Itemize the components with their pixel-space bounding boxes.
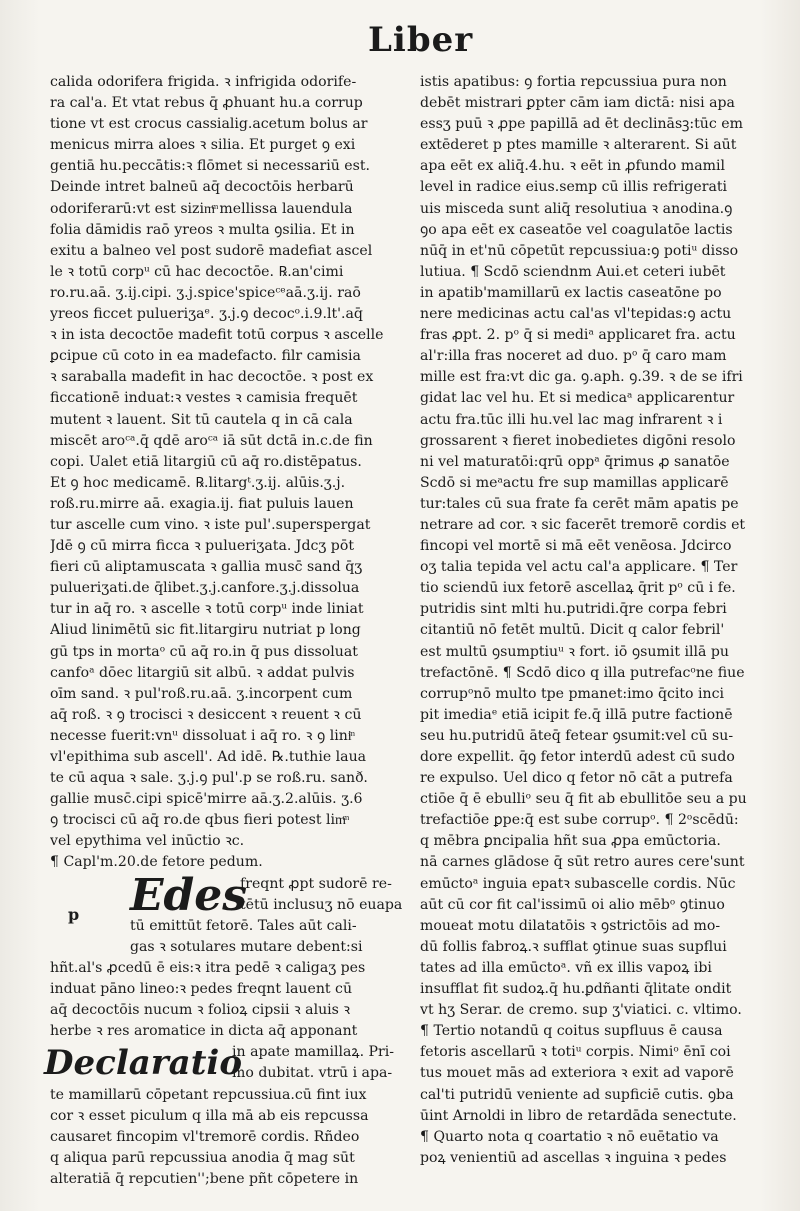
right-line: moueat motu dilatatōis ꝛ ꝯstrictōis ad mo- [420, 917, 721, 934]
left-line: tione vt est crocus cassialig.acetum bolus ar [50, 116, 368, 133]
right-line: pit imediaᵉ etiā icipit fe.q̄ illā putre factionē [420, 706, 733, 723]
left-line: Et ꝯ hoc medicamē. ℞.litargᵗ.ʒ.ij. alūis.ʒ.j. [50, 474, 346, 491]
pedes-line: gas ꝛ sotulares mutare debent:si [130, 938, 363, 955]
drop-cap-edes: Edes [130, 869, 248, 921]
right-line: corrupᵒnō multo tpe pmanet:imo q̄cito inci [420, 685, 724, 702]
left-line: menicus mirra aloes ꝛ silia. Et purget ꝯ exi [50, 137, 356, 154]
left-line: pulueriʒati.de q̄libet.ʒ.j.canfore.ʒ.j.dissolua [50, 580, 360, 597]
right-line: grossarent ꝛ fieret inobedietes digōni resolo [420, 432, 736, 449]
right-line: ¶ Tertio notandū q coitus supfluus ē causa [420, 1023, 723, 1040]
left-line: exitu a balneo vel post sudorē madefiat ascel [50, 242, 373, 259]
left-line: Aliud linimētū sic fit.litargiru nutriat p long [50, 622, 361, 639]
left-line: ꝛ saraballa madefit in hac decoctōe. ꝛ post ex [50, 369, 374, 386]
left-line: aq̄ decoctōis nucum ꝛ folioꝝ cipsii ꝛ aluis ꝛ [50, 1002, 351, 1019]
right-line: apa eēt ex aliq̄.4.hu. ꝛ eēt in ꝓfundo mamil [420, 158, 725, 175]
left-line: ꝑcipue cū coto in ea madefacto. filr camisia [50, 348, 361, 365]
left-line: calida odorifera frigida. ꝛ infrigida odorife- [50, 74, 357, 90]
right-line: istis apatibus: ꝯ fortia repcussiua pura non [420, 74, 727, 90]
left-line: ꝛ in ista decoctōe madefit totū corpus ꝛ ascelle [50, 327, 384, 344]
right-line: est multū ꝯsumptiuᵘ ꝛ fort. iō ꝯsumit illā pu [420, 643, 730, 660]
right-line: citantiū nō fetēt multū. Dicit q calor febril' [420, 622, 725, 639]
right-line: vt hʒ Serar. de cremo. sup ʒ'viatici. c. vltimo. [420, 1002, 742, 1019]
left-line: gū tps in mortaᵒ cū aq̄ ro.in q̄ pus dissoluat [50, 643, 358, 660]
right-line: ctiōe q̄ ē ebulliᵒ seu q̄ fit ab ebullitōe seu a pu [420, 791, 747, 808]
right-column [420, 72, 765, 1169]
left-line: cor ꝛ esset piculum q illa mā ab eis repcussa [50, 1107, 369, 1124]
right-line: re expulso. Uel dico q fetor nō cāt a putrefa [420, 770, 733, 787]
right-line: tio sciendū iux fetorē ascellaꝝ q̄rit pᵒ cū i fe. [420, 580, 736, 597]
left-line: gentiā hu.peccātis:ꝛ flōmet si necessariū est. [50, 158, 370, 175]
pedes-line: tū emittūt fetorē. Tales aūt cali- [130, 917, 357, 934]
left-line: te cū aqua ꝛ sale. ʒ.j.ꝯ pul'.p se roß.ru. sanð. [50, 770, 368, 787]
left-line: fieri cū aliptamuscata ꝛ gallia musc̄ sand q̄ʒ [50, 559, 363, 576]
right-line: trefactiōe ꝑpe:q̄ est sube corrupᵒ. ¶ 2ᵒscēdū: [420, 812, 739, 829]
left-line: induat pāno lineo:ꝛ pedes freqnt lauent cū [50, 981, 353, 998]
right-line: uis misceda sunt aliq̄ resolutiua ꝛ anodina.ꝯ [420, 200, 733, 217]
right-line: fetoris ascellarū ꝛ totiᵘ corpis. Nimiᵒ ēnī coi [420, 1044, 731, 1061]
right-line: netrare ad cor. ꝛ sic facerēt tremorē cordis et [420, 516, 746, 533]
right-line: fincopi vel mortē si mā eēt venēosa. Jdcirco [420, 538, 732, 555]
left-line: herbe ꝛ res aromatice in dicta aq̄ apponant [50, 1023, 358, 1040]
left-line: gallie musc̄.cipi spicē'mirre aā.ʒ.2.alūis. ʒ.6 [50, 791, 363, 808]
right-line: ni vel maturatōi:qrū oppᵃ q̄rimus ꝓ sanatōe [420, 453, 730, 470]
right-line: tur:tales cū sua frate fa cerēt mām apatis pe [420, 495, 739, 512]
right-line: cal'ti putridū veniente ad supficiē cutis. ꝯba [420, 1086, 734, 1103]
drop-cap-declaratio: Declaratio [44, 1043, 243, 1084]
left-line: causaret fincopim vl'tremorē cordis. Rñdeo [50, 1128, 360, 1145]
right-line: essʒ puū ꝛ ꝓpe papillā ad ēt declināsꝫ:tūc em [420, 116, 743, 133]
right-line: fras ꝓpt. 2. pᵒ q̄ si mediᵃ applicaret fra. actu [420, 327, 736, 344]
left-line: ficcationē induat:ꝛ vestes ꝛ camisia frequēt [50, 390, 358, 407]
right-line: tus mouet mās ad exteriora ꝛ exit ad vaporē [420, 1065, 734, 1082]
left-line: roß.ru.mirre aā. exagia.ij. fiat puluis lauen [50, 495, 354, 512]
right-line: q mēbra ꝑncipalia hñt sua ꝓpa emūctoria. [420, 833, 721, 850]
right-line: seu hu.putridū āteq̄ fetear ꝯsumit:vel cū su- [420, 727, 734, 744]
left-line: hñt.al's ꝓcedū ē eis:ꝛ itra pedē ꝛ caligaʒ pes [50, 959, 366, 976]
right-line: level in radice eius.semp cū illis refrigerati [420, 179, 728, 196]
left-line: tur ascelle cum vino. ꝛ iste pul'.superspergat [50, 516, 371, 533]
right-line: mille est fra:vt dic ga. ꝯ.aph. ꝯ.39. ꝛ de se ifri [420, 369, 743, 386]
left-line: Deinde intret balneū aq̄ decoctōis herbarū [50, 179, 354, 196]
left-line: q aliqua parū repcussiua anodia q̄ mag sūt [50, 1149, 355, 1166]
left-line: yreos ficcet pulueriʒaᵉ. ʒ.j.ꝯ decocᵒ.i.9.lt'.aq̄ [50, 306, 363, 323]
right-line: debēt mistrari ꝑpter cām iam dictā: nisi apa [420, 95, 735, 112]
left-line: alteratiā q̄ repcutien'';bene pñt cōpetere in [50, 1170, 359, 1187]
left-line: ¶ Capl'm.20.de fetore pedum. [50, 854, 263, 871]
declaratio-line: mo dubitat. vtrū i apa- [232, 1065, 393, 1082]
left-line: canfoᵃ dōec litargiū sit albū. ꝛ addat pulvis [50, 664, 355, 681]
left-line: aq̄ roß. ꝛ ꝯ trocisci ꝛ desiccent ꝛ reuent ꝛ cū [50, 706, 362, 723]
right-line: emūctoᵃ inguia epatꝛ subascelle cordis. Nūc [420, 875, 736, 892]
left-line: ro.ru.aā. ʒ.ij.cipi. ʒ.j.spice'spiceᶜᵉaā.ʒ.ij. raō [50, 284, 361, 301]
pedes-line: freqnt ꝓpt sudorē re- [240, 875, 392, 892]
right-line: Scdō si meᵃactu fre sup mamillas applicarē [420, 474, 729, 491]
right-line: putridis sint mlti hu.putridi.q̄re corpa febri [420, 601, 727, 618]
left-line: miscēt aroᶜᵃ.q̄ qdē aroᶜᵃ iā sūt dctā in.c.de fin [50, 432, 373, 449]
left-line: copi. Ualet etiā litargiū cū aq̄ ro.distēpatus. [50, 453, 362, 470]
declaratio-line: in apate mamillaꝝ. Pri- [232, 1044, 395, 1061]
right-line: gidat lac vel hu. Et si medicaᵃ applicarentur [420, 390, 735, 407]
right-line: poꝝ venientiū ad ascellas ꝛ inguina ꝛ pedes [420, 1149, 727, 1166]
left-line: vel epythima vel inūctio ꝛc. [50, 833, 245, 850]
declaratio-heading [44, 1042, 408, 1084]
right-line: dore expellit. q̄ꝯ fetor interdū adest cū sudo [420, 749, 735, 765]
left-line: tur in aq̄ ro. ꝛ ascelle ꝛ totū corpᵘ inde liniat [50, 601, 364, 618]
left-line: ꝯ trocisci cū aq̄ ro.de qbus fieri potest limͫ [50, 812, 346, 829]
right-line: ꝯo apa eēt ex caseatōe vel coagulatōe lactis [420, 221, 733, 238]
left-line: folia dāmidis raō yreos ꝛ multa ꝯsilia. Et in [50, 221, 355, 238]
running-header: Liber [368, 20, 474, 60]
left-line: ra cal'a. Et vtat rebus q̄ ꝓhuant hu.a corrup [50, 95, 363, 112]
right-line: tates ad illa emūctoᵃ. vñ ex illis vapoꝝ ibi [420, 959, 712, 976]
left-line: oīm sand. ꝛ pul'roß.ru.aā. ʒ.incorpent cum [50, 685, 353, 702]
right-line: extēderet p ptes mamille ꝛ alterarent. Si aūt [420, 137, 737, 154]
right-line: trefactōnē. ¶ Scdō dico q illa putrefacᵒne fiue [420, 664, 745, 681]
left-line: te mamillarū cōpetant repcussiua.cū fint iux [50, 1086, 367, 1103]
left-line: mutent ꝛ lauent. Sit tū cautela q in cā cala [50, 411, 353, 428]
left-column [44, 72, 408, 1190]
right-line: in apatib'mamillarū ex lactis caseatōne po [420, 284, 722, 301]
chapter-pedes-opening [50, 869, 408, 958]
right-line: insufflat fit sudoꝝ.q̄ hu.ꝑdñanti q̄litate ondit [420, 981, 732, 998]
right-line: nā carnes glādose q̄ sūt retro aures cere'sunt [420, 854, 745, 871]
left-line: le ꝛ totū corpᵘ cū hac decoctōe. ℞.an'cimi [50, 263, 344, 280]
pedes-line: tētū inclusuʒ nō euapa [240, 896, 403, 913]
right-line: nere medicinas actu cal'as vl'tepidas:ꝯ actu [420, 306, 732, 323]
right-line: al'r:illa fras noceret ad duo. pᵒ q̄ caro mam [420, 348, 727, 365]
right-line: oʒ talia tepida vel actu cal'a applicare. ¶ Ter [420, 559, 738, 576]
left-line: odoriferarū:vt est sizimͫ mellissa lauendula [50, 200, 353, 217]
left-line: Jdē ꝯ cū mirra ficca ꝛ pulueriʒata. Jdcʒ pōt [50, 538, 354, 555]
right-line: nūq̄ in et'nū cōpetūt repcussiua:ꝯ potiᵘ disso [420, 242, 739, 259]
right-line: ¶ Quarto nota q coartatio ꝛ nō euētatio va [420, 1128, 719, 1145]
paragraph-mark: p [68, 904, 80, 924]
left-line: vl'epithima sub ascell'. Ad idē. ℞.tuthie laua [50, 749, 367, 765]
left-line: necesse fuerit:vnᵘ dissoluat i aq̄ ro. ꝛ ꝯ liniͫ [50, 727, 352, 744]
right-line: dū follis fabroꝝ.ꝛ sufflat ꝯtinue suas supflui [420, 938, 727, 955]
right-line: lutiua. ¶ Scdō sciendnm Aui.et ceteri iubēt [420, 263, 726, 280]
right-line: actu fra.tūc illi hu.vel lac mag infrarent ꝛ i [420, 411, 723, 428]
right-line: aūt cū cor fit cal'issimū oi alio mēbᵒ ꝯtinuo [420, 896, 725, 913]
right-line: ūint Arnoldi in libro de retardāda senectute. [420, 1107, 737, 1124]
